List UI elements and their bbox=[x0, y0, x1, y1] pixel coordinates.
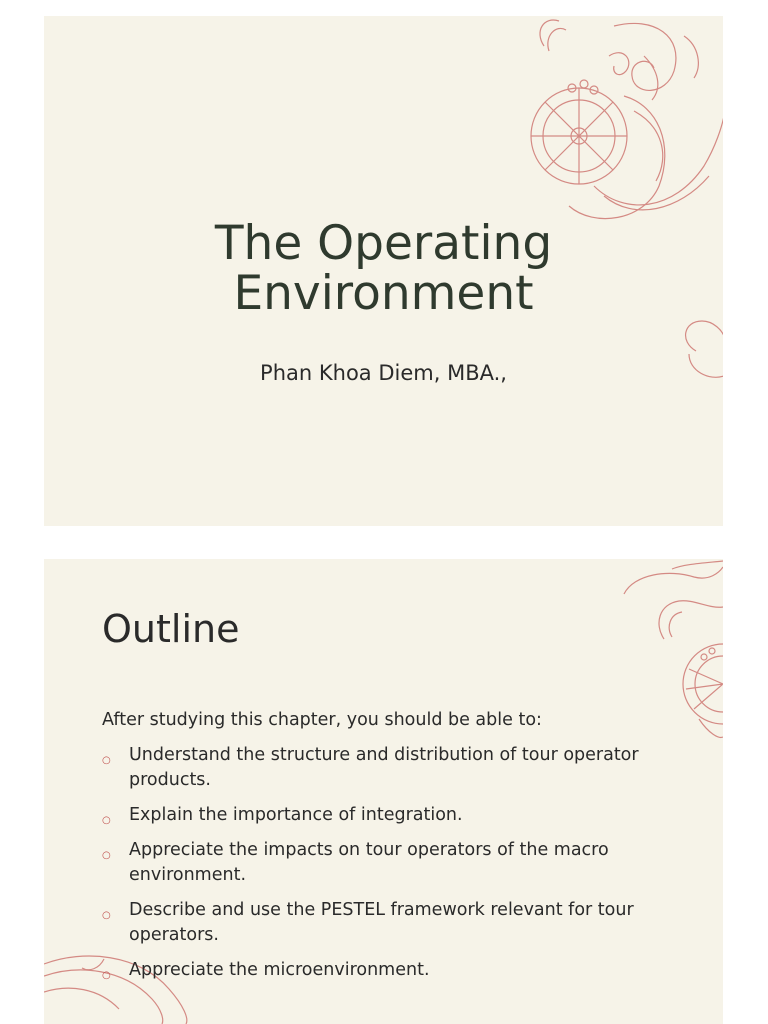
intro-text: After studying this chapter, you should be able to: bbox=[102, 710, 542, 730]
objectives-list bbox=[102, 743, 662, 993]
list-item-line-1: Appreciate the impacts on tour operators of the macro bbox=[129, 840, 609, 860]
circle-bullet-icon: ○ bbox=[102, 850, 111, 861]
slide-title-line-1: The Operating bbox=[214, 216, 553, 271]
slide-title bbox=[44, 216, 723, 321]
circle-bullet-icon: ○ bbox=[102, 970, 111, 981]
list-item bbox=[102, 803, 662, 828]
list-item bbox=[102, 838, 662, 888]
slide-subtitle: Phan Khoa Diem, MBA., bbox=[260, 361, 507, 385]
outline-slide bbox=[44, 559, 723, 1024]
list-item-line-2: products. bbox=[129, 770, 211, 790]
list-item bbox=[102, 898, 662, 948]
list-item-line-2: operators. bbox=[129, 925, 219, 945]
circle-bullet-icon: ○ bbox=[102, 910, 111, 921]
circle-bullet-icon: ○ bbox=[102, 815, 111, 826]
decorative-swirl-ornament bbox=[484, 16, 723, 396]
slide-title: Outline bbox=[102, 607, 240, 651]
list-item bbox=[102, 958, 662, 983]
list-item-line-2: environment. bbox=[129, 865, 247, 885]
list-item bbox=[102, 743, 662, 793]
title-slide bbox=[44, 16, 723, 526]
list-item-line-1: Understand the structure and distribution of tour operator bbox=[129, 745, 639, 765]
list-item-line-1: Describe and use the PESTEL framework relevant for tour bbox=[129, 900, 634, 920]
decorative-swirl-ornament bbox=[614, 559, 723, 749]
circle-bullet-icon: ○ bbox=[102, 755, 111, 766]
slide-title-line-2: Environment bbox=[233, 266, 534, 321]
list-item-line-1: Appreciate the microenvironment. bbox=[129, 960, 430, 980]
list-item-line-1: Explain the importance of integration. bbox=[129, 805, 463, 825]
